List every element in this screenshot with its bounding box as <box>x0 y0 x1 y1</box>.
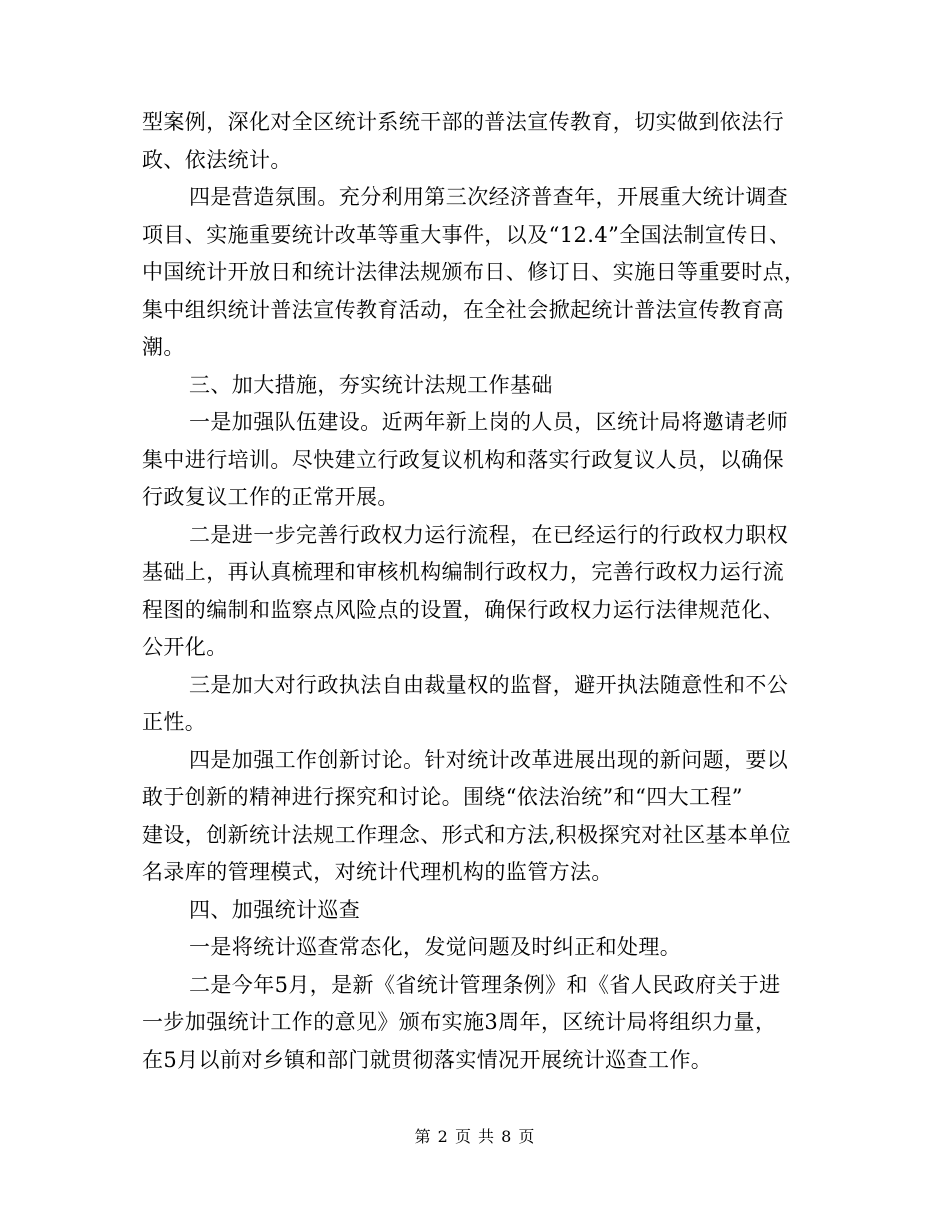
text-line: 基础上，再认真梳理和审核机构编制行政权力，完善行政权力运行流 <box>142 560 784 584</box>
text-line: 三是加大对行政执法自由裁量权的监督，避开执法随意性和不公 <box>189 672 789 697</box>
text-line: 正性。 <box>142 710 207 734</box>
text-line: 中国统计开放日和统计法律法规颁布日、修订日、实施日等重要时点， <box>142 260 806 284</box>
text-line: 集中进行培训。尽快建立行政复议机构和落实行政复议人员，以确保 <box>142 447 784 472</box>
page-number-label: 第 2 页 共 8 页 <box>414 1127 536 1146</box>
text-line: 行政复议工作的正常开展。 <box>142 485 399 509</box>
text-line: 集中组织统计普法宣传教育活动，在全社会掀起统计普法宣传教育高 <box>142 297 784 322</box>
text-line: 一步加强统计工作的意见》颁布实施3周年，区统计局将组织力量， <box>142 1010 777 1034</box>
text-line: 建设，创新统计法规工作理念、形式和方法,积极探究对社区基本单位 <box>142 822 792 847</box>
document-body <box>142 104 806 1079</box>
text-line: 四、加强统计巡查 <box>189 897 361 922</box>
text-line: 一是将统计巡查常态化，发觉问题及时纠正和处理。 <box>189 935 682 959</box>
text-line: 二是进一步完善行政权力运行流程，在已经运行的行政权力职权 <box>189 522 789 547</box>
text-line: 在5月以前对乡镇和部门就贯彻落实情况开展统计巡查工作。 <box>142 1047 713 1072</box>
text-line: 敢于创新的精神进行探究和讨论。围绕“依法治统”和“四大工程” <box>142 785 743 809</box>
text-line: 政、依法统计。 <box>142 147 292 172</box>
text-line: 程图的编制和监察点风险点的设置，确保行政权力运行法律规范化、 <box>142 597 784 622</box>
text-line: 名录库的管理模式，对统计代理机构的监管方法。 <box>142 860 613 884</box>
text-line: 一是加强队伍建设。近两年新上岗的人员，区统计局将邀请老师 <box>189 410 789 434</box>
text-line: 四是加强工作创新讨论。针对统计改革进展出现的新问题，要以 <box>189 747 789 772</box>
text-line: 四是营造氛围。充分利用第三次经济普查年，开展重大统计调查 <box>189 185 789 209</box>
text-line: 潮。 <box>142 335 185 359</box>
text-line: 项目、实施重要统计改革等重大事件，以及“12.4”全国法制宣传日、 <box>142 222 791 247</box>
text-line: 二是今年5月，是新《省统计管理条例》和《省人民政府关于进 <box>189 972 781 997</box>
page-footer <box>0 1124 950 1147</box>
text-line: 公开化。 <box>142 635 228 659</box>
text-line: 型案例，深化对全区统计系统干部的普法宣传教育，切实做到依法行 <box>142 110 784 134</box>
text-line: 三、加大措施，夯实统计法规工作基础 <box>189 372 553 397</box>
